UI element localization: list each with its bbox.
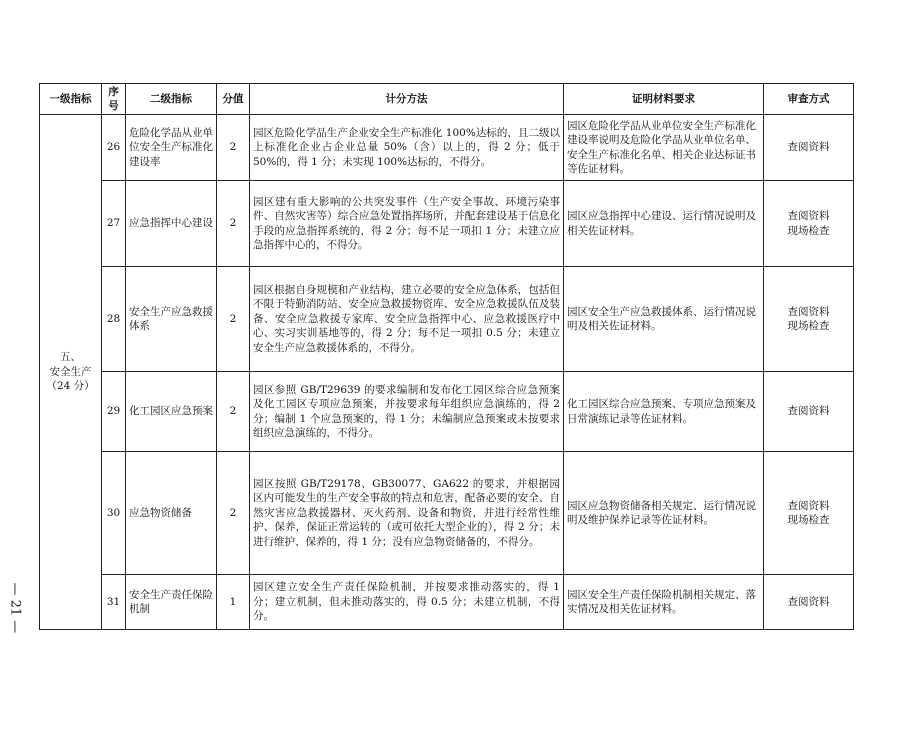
row-review: [764, 452, 854, 575]
review-method: 查阅资料: [787, 405, 830, 418]
row-method: 园区参照 GB/T29639 的要求编制和发布化工园区综合应急预案及化工园区专项应急预案，并按要求每年组织应急演练的，得 2 分；编制 1 个应急预案的，得 1 分；未编制应急预案或未按要求组织应急演练的，不得分。: [250, 372, 564, 452]
category-line3: （24 分）: [46, 380, 95, 393]
header-row: [40, 84, 854, 115]
row-method: 园区按照 GB/T29178、GB30077、GA622 的要求，并根据园区内可能发生的生产安全事故的特点和危害，配备必要的安全、自然灾害应急救援器材、灭火药剂、设备和物资，并进行经常性维护、保养，保证正常运转的（或可依托大型企业的），得 2 分；未进行维护、保养的，得 1 分；没有应急物资储备的，不得分。: [250, 452, 564, 575]
row-evidence: 化工园区综合应急预案、专项应急预案及日常演练记录等佐证材料。: [564, 372, 764, 452]
row-review: [764, 372, 854, 452]
row-method: 园区建有重大影响的公共突发事件（生产安全事故、环境污染事件、自然灾害等）综合应急处置指挥场所，并配套建设基于信息化手段的应急指挥系统的，得 2 分；每不足一项扣 1 分；未建立应急指挥中心的，不得分。: [250, 181, 564, 267]
category-line2: 安全生产: [49, 365, 92, 378]
row-number: 27: [102, 181, 126, 267]
row-score: 2: [217, 267, 250, 372]
row-evidence: 园区安全生产责任保险机制相关规定、落实情况及相关佐证材料。: [564, 575, 764, 630]
row-indicator: 安全生产责任保险机制: [126, 575, 217, 630]
row-number: 30: [102, 452, 126, 575]
row-indicator: 化工园区应急预案: [126, 372, 217, 452]
review-method: 查阅资料: [787, 305, 830, 318]
row-number: 31: [102, 575, 126, 630]
review-method: 查阅资料: [787, 141, 830, 154]
row-evidence: 园区安全生产应急救援体系、运行情况说明及相关佐证材料。: [564, 267, 764, 372]
header-evidence: 证明材料要求: [564, 84, 764, 115]
header-seq: 序号: [102, 84, 126, 115]
row-evidence: 园区应急物资储备相关规定、运行情况说明及维护保养记录等佐证材料。: [564, 452, 764, 575]
table-row: [40, 372, 854, 452]
review-method: 现场检查: [787, 320, 830, 332]
table-row: [40, 181, 854, 267]
row-review: [764, 115, 854, 181]
table-row: [40, 267, 854, 372]
row-method: 园区根据自身规模和产业结构，建立必要的安全应急体系，包括但不限于特勤消防站、安全应急救援物资库、安全应急救援队伍及装备、安全应急救援专家库、安全应急指挥中心、应急救援医疗中心、实习实训基地等的，得 2 分；每不足一项扣 0.5 分；未建立安全生产应急救援体系的，不得分。: [250, 267, 564, 372]
header-level1: 一级指标: [40, 84, 102, 115]
row-indicator: 应急指挥中心建设: [126, 181, 217, 267]
category-cell: [40, 115, 102, 630]
row-score: 2: [217, 452, 250, 575]
review-method: 现场检查: [787, 514, 830, 526]
header-review: 审查方式: [764, 84, 854, 115]
table-row: [40, 575, 854, 630]
review-method: 现场检查: [787, 224, 830, 237]
page-number: [4, 548, 26, 648]
row-review: [764, 181, 854, 267]
row-method: 园区危险化学品生产企业安全生产标准化 100%达标的，且二级以上标准化企业占企业总量 50%（含）以上的，得 2 分；低于 50%的，得 1 分；未实现 100%达标的，不得分。: [250, 115, 564, 181]
header-score: 分值: [217, 84, 250, 115]
row-indicator: 危险化学品从业单位安全生产标准化建设率: [126, 115, 217, 181]
row-score: 2: [217, 372, 250, 452]
row-score: 1: [217, 575, 250, 630]
row-review: [764, 267, 854, 372]
page-number-text: — 21 —: [7, 582, 23, 634]
row-score: 2: [217, 181, 250, 267]
row-number: 28: [102, 267, 126, 372]
table-row: [40, 452, 854, 575]
review-method: 查阅资料: [787, 595, 830, 608]
row-evidence: 园区应急指挥中心建设、运行情况说明及相关佐证材料。: [564, 181, 764, 267]
header-level2: 二级指标: [126, 84, 217, 115]
table-row: [40, 115, 854, 181]
row-review: [764, 575, 854, 630]
row-score: 2: [217, 115, 250, 181]
row-number: 26: [102, 115, 126, 181]
row-indicator: 安全生产应急救援体系: [126, 267, 217, 372]
indicator-table: [39, 83, 854, 630]
row-evidence: 园区危险化学品从业单位安全生产标准化建设率说明及危险化学品从业单位名单、安全生产标准化名单、相关企业达标证书等佐证材料。: [564, 115, 764, 181]
review-method: 查阅资料: [787, 210, 830, 222]
row-number: 29: [102, 372, 126, 452]
review-method: 查阅资料: [787, 499, 830, 512]
row-method: 园区建立安全生产责任保险机制，并按要求推动落实的，得 1 分；建立机制，但未推动落实的，得 0.5 分；未建立机制，不得分。: [250, 575, 564, 630]
category-line1: 五、: [60, 351, 81, 364]
row-indicator: 应急物资储备: [126, 452, 217, 575]
header-method: 计分方法: [250, 84, 564, 115]
